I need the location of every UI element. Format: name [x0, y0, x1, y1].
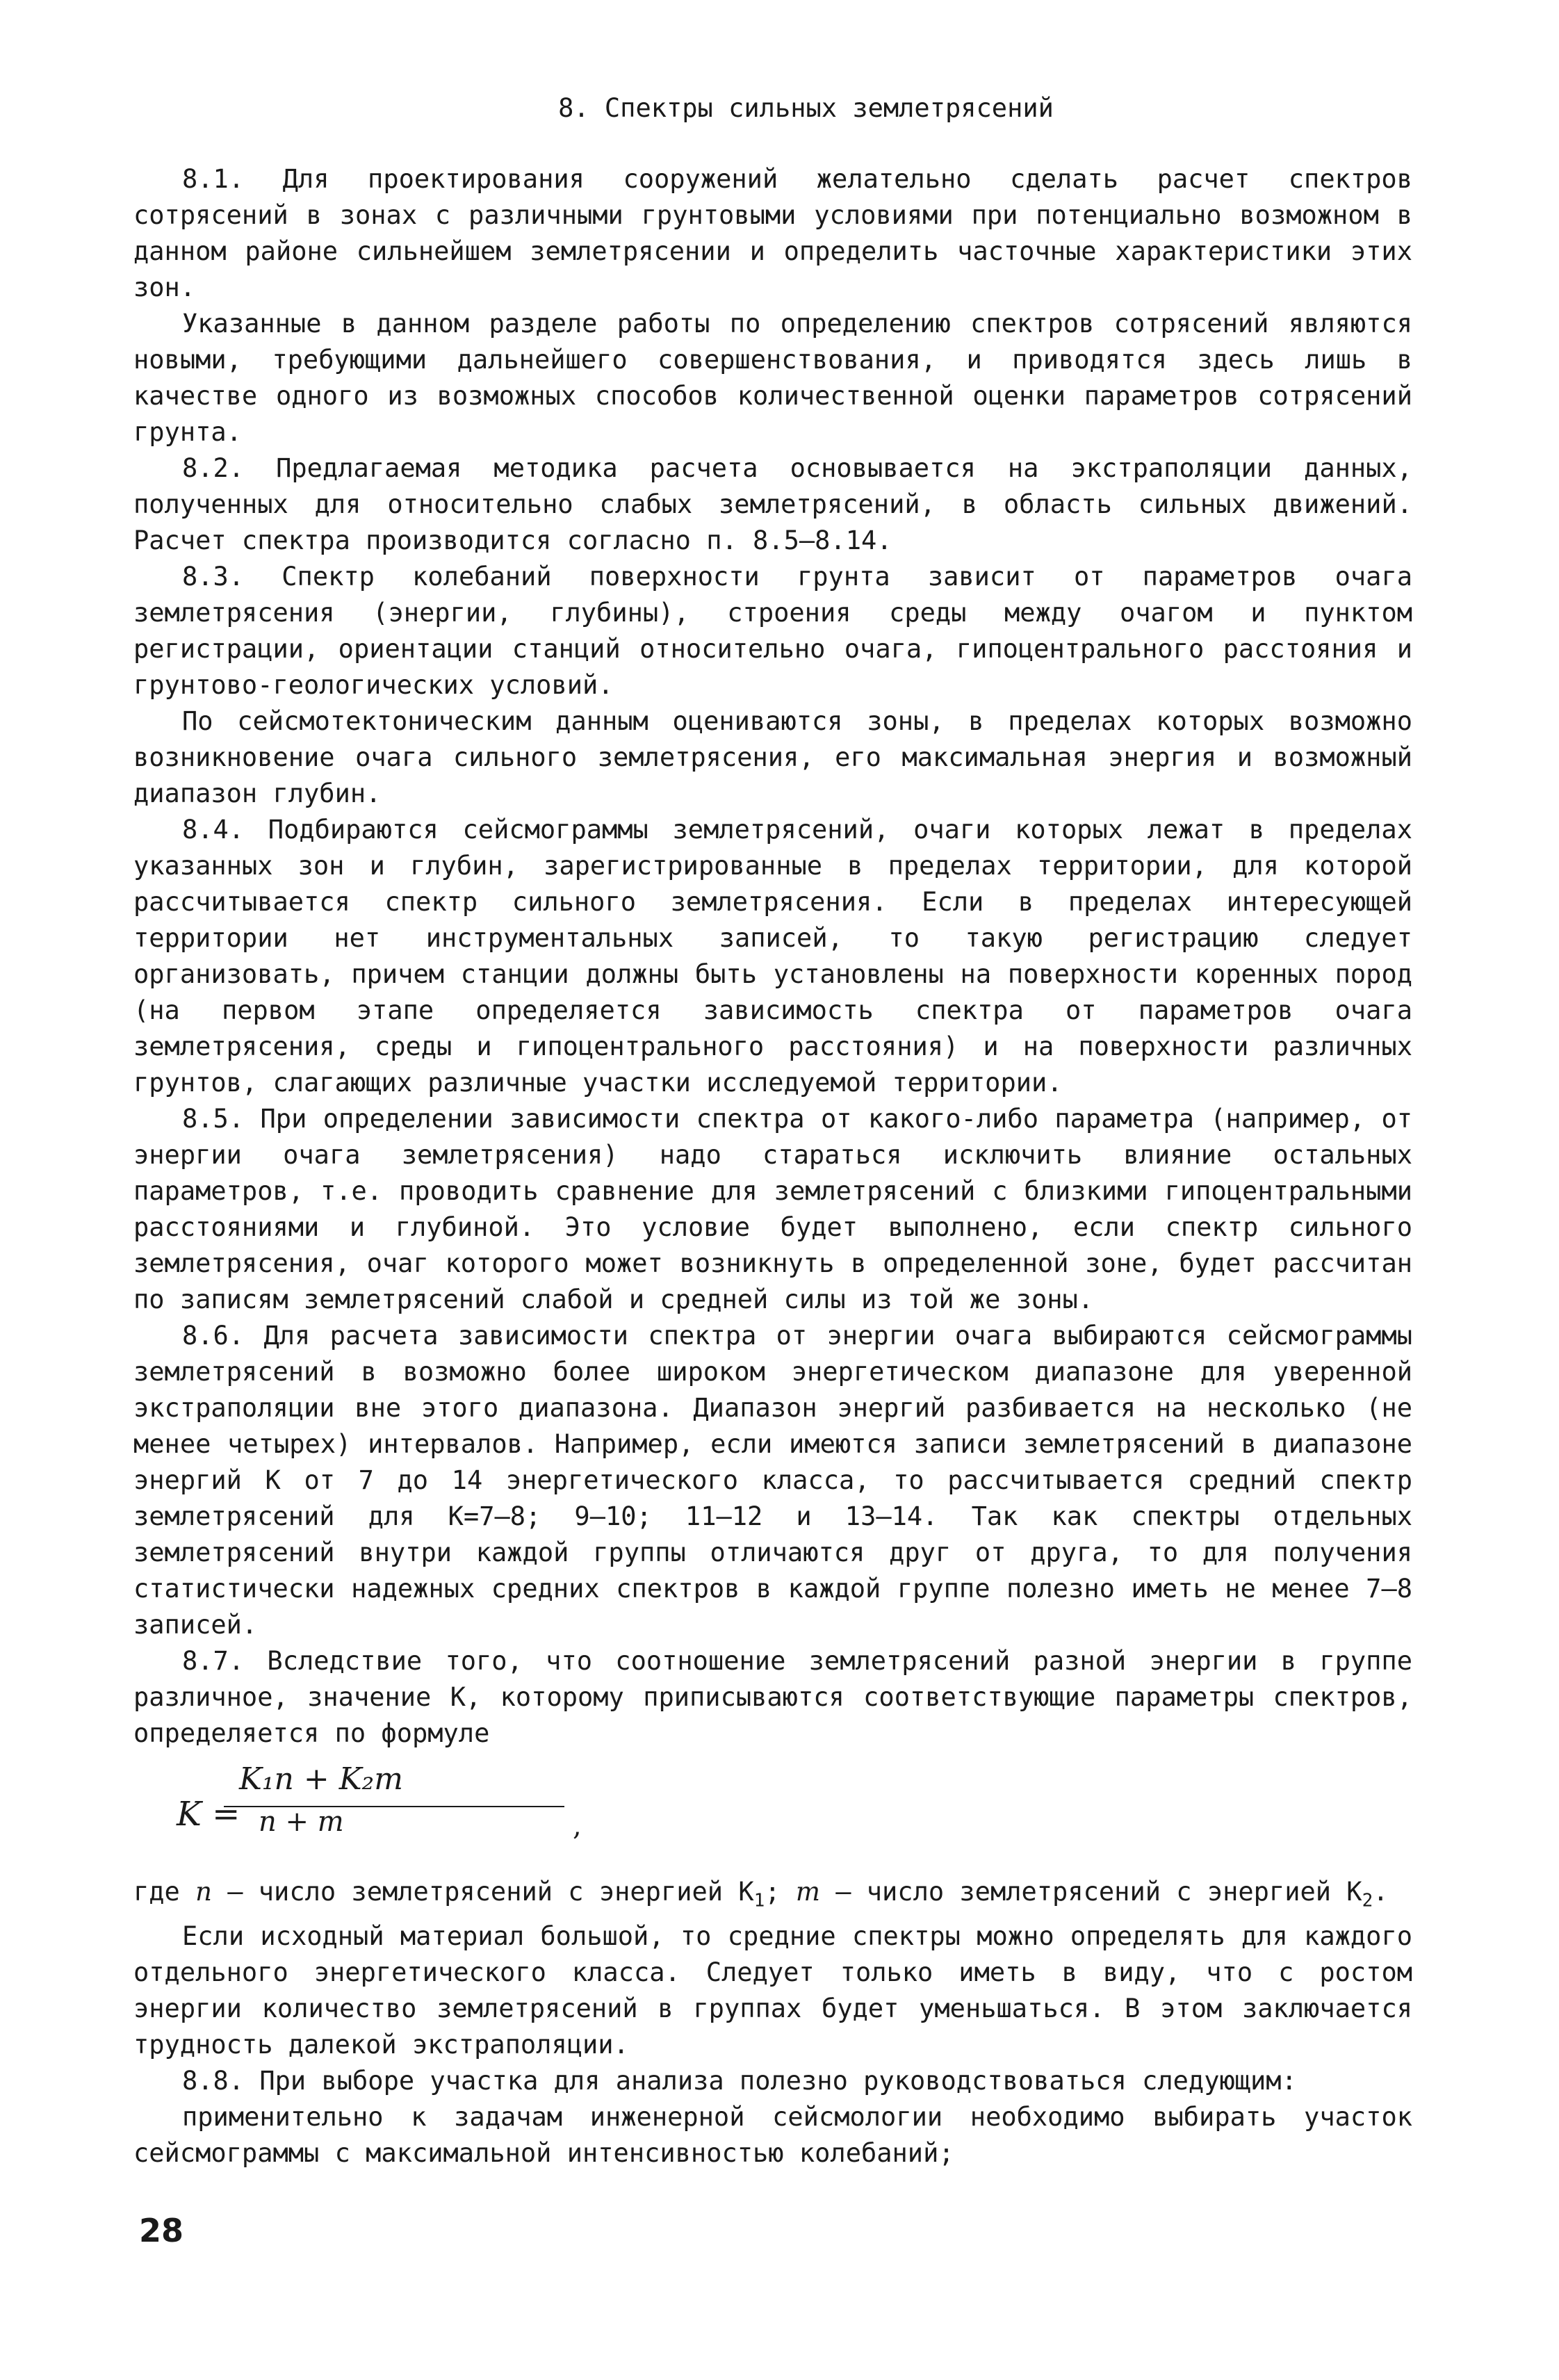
formula-denominator: n + m — [259, 1806, 344, 1838]
formula-explanation: где n – число землетрясений с энергией $K_1$; m – число землетрясений с энергией $K_2$. — [133, 1877, 1389, 1912]
paragraph-8-5: 8.5. При определении зависимости спектра от какого-либо параметра (например, от энергии очага землетрясения) надо стараться исключить влияние остальных параметров, т.е. проводить сравнение для землетрясений с близкими гипоцентральными расстояниями и глубиной. Это условие будет выполнено, если спектр сильного землетрясения, очаг которого может возникнуть в определенной зоне, будет рассчитан по записям землетрясений слабой и средней силы из той же зоны. — [133, 1104, 1412, 1314]
paragraph-8-7: 8.7. Вследствие того, что соотношение землетрясений разной энергии в группе различное, значение K, которому приписываются соответствующие параметры спектров, определяется по формуле — [133, 1646, 1412, 1748]
paragraph-8-6: 8.6. Для расчета зависимости спектра от энергии очага выбираются сейсмограммы землетрясений в возможно более широком энергетическом диапазоне для уверенной экстраполяции вне этого диапазона. Диапазон энергий разбивается на несколько (не менее четырех) интервалов. Например, если имеются записи землетрясений в диапазоне энергий K от 7 до 14 энергетического класса, то рассчитывается средний спектр землетрясений для K=7–8; 9–10; 11–12 и 13–14. Так как спектры отдельных землетрясений внутри каждой группы отличаются друг от друга, то для получения статистически надежных средних спектров в каждой группе полезно иметь не менее 7–8 записей. — [133, 1321, 1412, 1640]
paragraph-8-8: 8.8. При выборе участка для анализа полезно руководствоваться следующим: — [182, 2066, 1297, 2096]
energy-class-formula — [133, 1761, 1412, 1866]
paragraph-8-3-zones: По сейсмотектоническим данным оцениваются зоны, в пределах которых возможно возникновение очага сильного землетрясения, его максимальная энергия и возможный диапазон глубин. — [133, 706, 1412, 808]
paragraph-8-7-note: Если исходный материал большой, то средние спектры можно определять для каждого отдельного энергетического класса. Следует только иметь в виду, что с ростом энергии количество землетрясений в группах будет уменьшаться. В этом заключается трудность далекой экстраполяции. — [133, 1921, 1412, 2060]
paragraph-8-3: 8.3. Спектр колебаний поверхности грунта зависит от параметров очага землетрясения (энергии, глубины), строения среды между очагом и пунктом регистрации, ориентации станций относительно очага, гипоцентрального расстояния и грунтово-геологических условий. — [133, 562, 1412, 700]
page-number: 28 — [139, 2212, 184, 2249]
section-title: 8. Спектры сильных землетрясений — [558, 93, 1054, 123]
paragraph-8-2: 8.2. Предлагаемая методика расчета основывается на экстраполяции данных, полученных для относительно слабых землетрясений, в область сильных движений. Расчет спектра производится согласно п. 8.5–8.14. — [133, 453, 1412, 555]
formula-comma: , — [573, 1810, 582, 1842]
paragraph-8-1-note: Указанные в данном разделе работы по определению спектров сотрясений являются новыми, требующими дальнейшего совершенствования, и приводятся здесь лишь в качестве одного из возможных способов количественной оценки параметров сотрясений грунта. — [133, 309, 1412, 447]
paragraph-8-1: 8.1. Для проектирования сооружений желательно сделать расчет спектров сотрясений в зонах с различными грунтовыми условиями при потенциально возможном в данном районе сильнейшем землетрясении и определить часточные характеристики этих зон. — [133, 164, 1412, 302]
formula-numerator: K₁n + K₂m — [239, 1761, 403, 1797]
formula-lhs: K = — [177, 1795, 240, 1834]
paragraph-8-4: 8.4. Подбираются сейсмограммы землетрясений, очаги которых лежат в пределах указанных зон и глубин, зарегистрированные в пределах территории, для которой рассчитывается спектр сильного землетрясения. Если в пределах интересующей территории нет инструментальных записей, то такую регистрацию следует организовать, причем станции должны быть установлены на поверхности коренных пород (на первом этапе определяется зависимость спектра от параметров очага землетрясения, среды и гипоцентрального расстояния) и на поверхности различных грунтов, слагающих различные участки исследуемой территории. — [133, 815, 1412, 1098]
paragraph-8-8-item: применительно к задачам инженерной сейсмологии необходимо выбирать участок сейсмограммы с максимальной интенсивностью колебаний; — [133, 2102, 1412, 2169]
document-page — [133, 90, 1412, 2171]
